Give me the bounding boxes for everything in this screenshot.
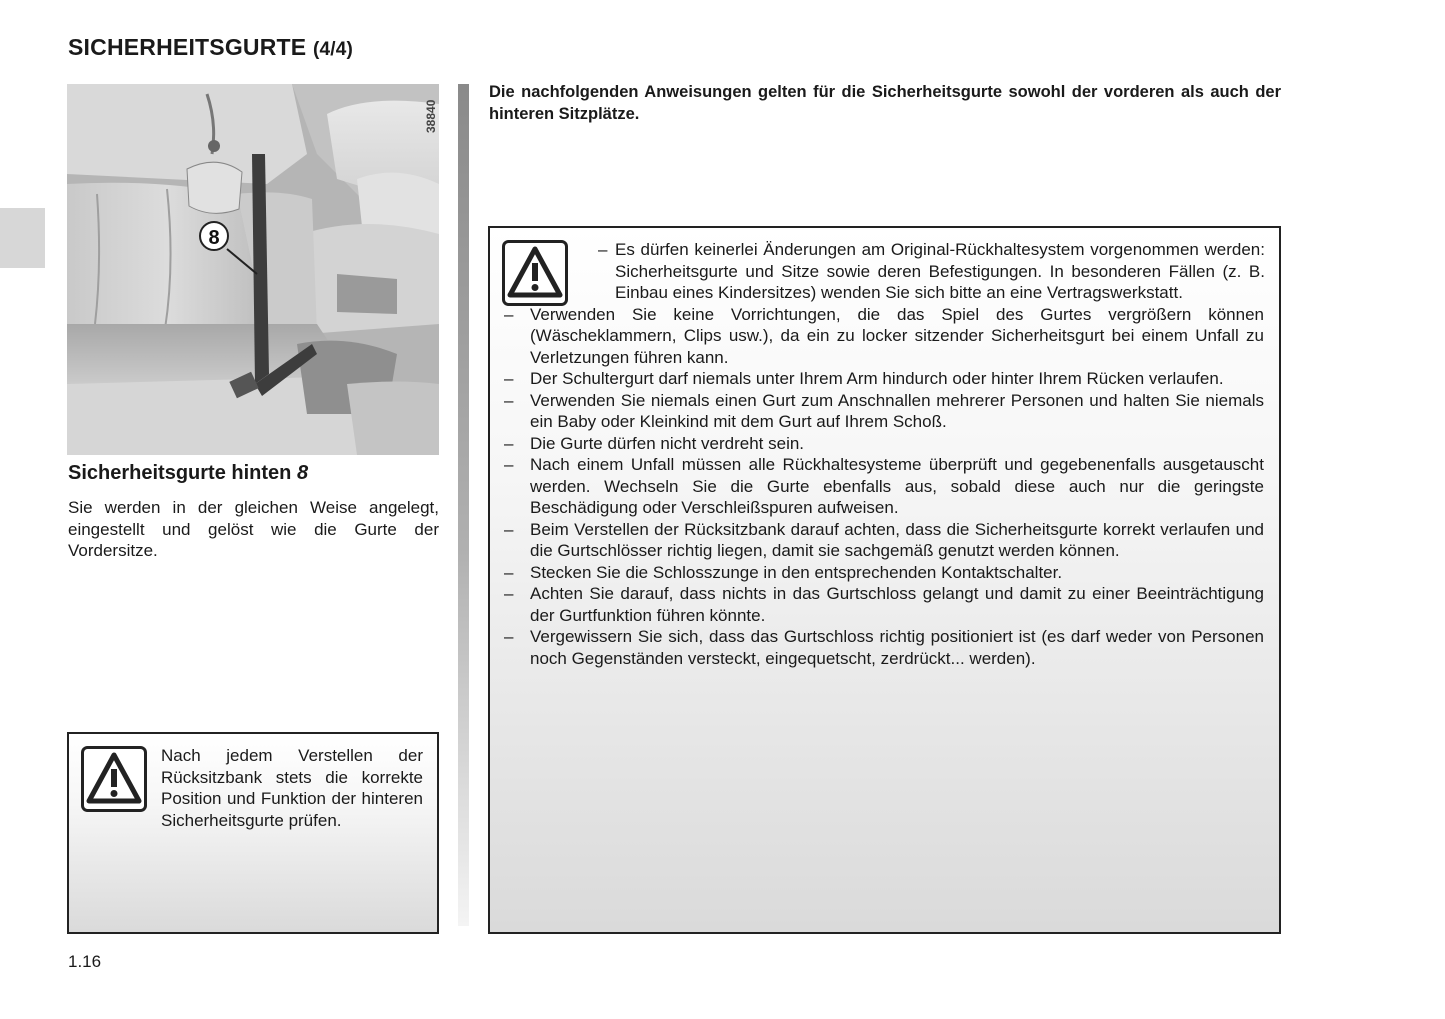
figure-number: [424, 100, 438, 133]
warning-item: [504, 583, 1264, 626]
warning-item: [504, 304, 1264, 369]
warning-item: [504, 368, 1264, 390]
page-title: [68, 34, 353, 61]
dash-marker: –: [504, 627, 514, 646]
page-title-part: (4/4): [312, 39, 354, 60]
warning-item-text: Verwenden Sie keine Vorrichtungen, die das Spiel des Gurtes vergrößern können (Wäscheklammern, Clips usw.), da ein zu locker sitzender Sicherheitsgurt bei einem Unfall zu Verletzungen führen kann.: [530, 304, 1264, 367]
dash-marker: –: [504, 369, 514, 388]
seatbelt-warning-list: [490, 239, 1265, 669]
rear-seat-warning-box: [67, 732, 439, 934]
warning-item-text: Es dürfen keinerlei Änderungen am Original-Rückhaltesystem vorgenommen werden: Sicherheitsgurte und Sitze sowie deren Befestigungen. In besonderen Fällen (z. B. Einbau eines Kindersitzes) wenden Sie sich bitte an eine Vertragswerkstatt.: [615, 240, 1265, 302]
rear-seat-drawing: [67, 84, 439, 455]
warning-item-text: Stecken Sie die Schlosszunge in den entsprechenden Kontaktschalter.: [530, 562, 1063, 582]
section-heading-text: Sicherheitsgurte hinten: [68, 462, 292, 484]
instructions-intro: Die nachfolgenden Anweisungen gelten für die Sicherheitsgurte sowohl der vorderen als auch der hinteren Sitzplätze.: [489, 83, 1281, 123]
warning-item-text: Beim Verstellen der Rücksitzbank darauf achten, dass die Sicherheitsgurte korrekt verlaufen und die Gurtschlösser richtig liegen, damit sie sachgemäß genutzt werden können.: [530, 519, 1264, 560]
warning-icon: [81, 746, 147, 812]
dash-marker: –: [504, 584, 514, 603]
dash-marker: –: [504, 455, 514, 474]
seatbelt-warning-box: [488, 226, 1281, 934]
dash-marker: –: [598, 240, 608, 259]
warning-item: [504, 519, 1264, 562]
page-number: 1.16: [68, 952, 102, 971]
warning-item-text: Die Gurte dürfen nicht verdreht sein.: [530, 433, 805, 453]
warning-item: [504, 626, 1264, 669]
warning-item: [504, 454, 1264, 519]
warning-item: [504, 390, 1264, 433]
figure-callout: 8: [208, 227, 220, 249]
section-heading: [68, 462, 308, 485]
dash-marker: –: [504, 433, 514, 453]
warning-item: [504, 562, 1264, 584]
warning-item-text: Nach einem Unfall müssen alle Rückhaltesysteme überprüft und gegebenenfalls ausgetauscht werden. Wechseln Sie die Gurte ebenfalls aus, sobald diese auch nur die geringste Beschädigung oder Verschleißspuren aufweisen.: [530, 455, 1264, 517]
section-heading-ref: 8: [296, 462, 309, 484]
figure-number-text: 38840: [424, 99, 438, 133]
warning-item-text: Achten Sie darauf, dass nichts in das Gurtschloss gelangt und damit zu einer Beeinträchtigung der Gurtfunktion führen könnte.: [530, 584, 1264, 625]
rear-seat-warning-text: Nach jedem Verstellen der Rücksitzbank stets die korrekte Position und Funktion der hinteren Sicherheitsgurte prüfen.: [161, 746, 423, 830]
warning-item: [504, 433, 1264, 455]
warning-item-text: Vergewissern Sie sich, dass das Gurtschloss richtig positioniert ist (es darf weder von Personen noch Gegenständen versteckt, eingequetscht, zerdrückt... werden).: [530, 627, 1264, 668]
rear-seatbelt-illustration: [67, 84, 439, 455]
rear-belts-description: Sie werden in der gleichen Weise angelegt, eingestellt und gelöst wie die Gurte der Vordersitze.: [68, 498, 439, 560]
dash-marker: –: [504, 562, 514, 582]
warning-item-text: Verwenden Sie niemals einen Gurt zum Anschnallen mehrerer Personen und halten Sie niemals ein Baby oder Kleinkind mit dem Gurt auf Ihrem Schoß.: [530, 390, 1264, 431]
dash-marker: –: [504, 390, 514, 410]
dash-marker: –: [504, 304, 514, 324]
dash-marker: –: [504, 519, 514, 539]
chapter-tab: [0, 208, 45, 268]
warning-item-text: Der Schultergurt darf niemals unter Ihrem Arm hindurch oder hinter Ihrem Rücken verlaufen.: [530, 369, 1224, 388]
column-divider: [458, 84, 469, 926]
page-title-text: SICHERHEITSGURTE: [68, 34, 307, 60]
warning-item: [598, 239, 1265, 304]
